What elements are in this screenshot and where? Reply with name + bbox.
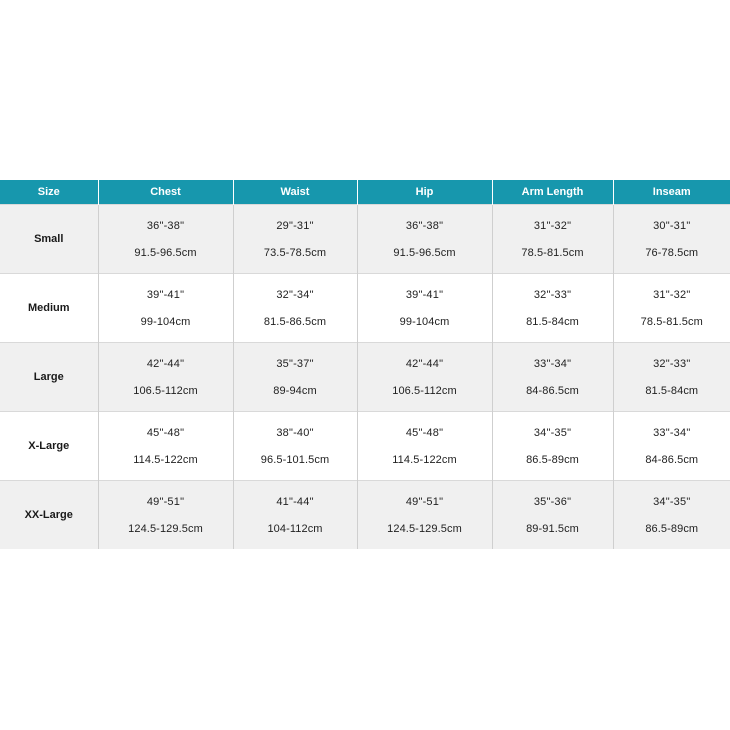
inseam-cell: [613, 343, 730, 412]
chest-cell: [98, 481, 233, 550]
hip-inches: 39"-41": [405, 288, 444, 301]
size-cell: [0, 205, 98, 274]
waist-cm: 96.5-101.5cm: [260, 453, 330, 466]
waist-cell: [233, 481, 357, 550]
arm-length-cell: [492, 205, 613, 274]
waist-inches: 38"-40": [276, 426, 314, 439]
hip-cell: [357, 274, 492, 343]
hip-inches: 42"-44": [405, 357, 444, 370]
arm-length-cell: [492, 274, 613, 343]
arm-length-cm: 86.5-89cm: [526, 453, 579, 466]
chest-cm: 114.5-122cm: [133, 453, 198, 466]
hip-cell: [357, 412, 492, 481]
inseam-cell: [613, 412, 730, 481]
header-hip: Hip: [357, 180, 492, 205]
chest-inches: 42"-44": [146, 357, 185, 370]
table-row: [0, 412, 730, 481]
arm-length-inches: 33"-34": [533, 357, 572, 370]
arm-length-cm: 81.5-84cm: [526, 315, 579, 328]
hip-cm: 114.5-122cm: [392, 453, 457, 466]
table-row: [0, 343, 730, 412]
inseam-inches: 31"-32": [653, 288, 691, 301]
table-row: [0, 481, 730, 550]
header-row: [0, 180, 730, 205]
waist-cm: 81.5-86.5cm: [263, 315, 327, 328]
waist-inches: 29"-31": [276, 219, 314, 232]
waist-inches: 41"-44": [276, 495, 314, 508]
header-chest: Chest: [98, 180, 233, 205]
hip-cm: 91.5-96.5cm: [393, 246, 456, 259]
header-size: Size: [0, 180, 98, 205]
waist-inches: 35"-37": [276, 357, 314, 370]
chest-cm: 91.5-96.5cm: [134, 246, 197, 259]
chest-cm: 99-104cm: [140, 315, 191, 328]
hip-cell: [357, 205, 492, 274]
hip-cm: 124.5-129.5cm: [387, 522, 462, 535]
chest-inches: 45"-48": [146, 426, 185, 439]
waist-inches: 32"-34": [276, 288, 314, 301]
inseam-inches: 32"-33": [653, 357, 691, 370]
chest-cm: 124.5-129.5cm: [128, 522, 203, 535]
arm-length-cm: 78.5-81.5cm: [521, 246, 584, 259]
chest-cell: [98, 343, 233, 412]
hip-cell: [357, 481, 492, 550]
inseam-cm: 78.5-81.5cm: [640, 315, 703, 328]
chest-cell: [98, 274, 233, 343]
hip-inches: 45"-48": [405, 426, 444, 439]
size-cell: [0, 274, 98, 343]
table-row: [0, 205, 730, 274]
inseam-inches: 30"-31": [653, 219, 691, 232]
size-chart-table: [0, 180, 730, 549]
size-label: Large: [33, 371, 64, 383]
header-inseam: Inseam: [613, 180, 730, 205]
hip-inches: 49"-51": [405, 495, 444, 508]
table-row: [0, 274, 730, 343]
arm-length-cell: [492, 343, 613, 412]
arm-length-cell: [492, 412, 613, 481]
chest-cell: [98, 205, 233, 274]
chest-inches: 49"-51": [146, 495, 185, 508]
arm-length-inches: 34"-35": [533, 426, 572, 439]
chest-cell: [98, 412, 233, 481]
chest-inches: 39"-41": [146, 288, 185, 301]
header-waist: Waist: [233, 180, 357, 205]
header-arm-length: Arm Length: [492, 180, 613, 205]
waist-cm: 104-112cm: [267, 522, 323, 535]
arm-length-inches: 32"-33": [533, 288, 572, 301]
inseam-cell: [613, 274, 730, 343]
size-label: XX-Large: [24, 509, 73, 521]
hip-cm: 106.5-112cm: [392, 384, 457, 397]
size-label: Small: [34, 233, 64, 245]
arm-length-inches: 35"-36": [533, 495, 572, 508]
inseam-cm: 76-78.5cm: [645, 246, 699, 259]
hip-cm: 99-104cm: [399, 315, 450, 328]
inseam-inches: 34"-35": [653, 495, 691, 508]
size-cell: [0, 481, 98, 550]
waist-cm: 89-94cm: [273, 384, 317, 397]
inseam-cm: 81.5-84cm: [645, 384, 699, 397]
arm-length-cell: [492, 481, 613, 550]
arm-length-cm: 89-91.5cm: [526, 522, 579, 535]
arm-length-cm: 84-86.5cm: [526, 384, 579, 397]
waist-cell: [233, 205, 357, 274]
hip-inches: 36"-38": [405, 219, 444, 232]
arm-length-inches: 31"-32": [533, 219, 572, 232]
size-cell: [0, 343, 98, 412]
hip-cell: [357, 343, 492, 412]
waist-cell: [233, 412, 357, 481]
waist-cm: 73.5-78.5cm: [263, 246, 327, 259]
inseam-inches: 33"-34": [653, 426, 691, 439]
inseam-cm: 86.5-89cm: [645, 522, 699, 535]
size-cell: [0, 412, 98, 481]
size-label: Medium: [27, 302, 70, 314]
size-label: X-Large: [28, 440, 70, 452]
waist-cell: [233, 274, 357, 343]
inseam-cell: [613, 481, 730, 550]
inseam-cell: [613, 205, 730, 274]
chest-cm: 106.5-112cm: [133, 384, 198, 397]
inseam-cm: 84-86.5cm: [645, 453, 699, 466]
chest-inches: 36"-38": [146, 219, 185, 232]
waist-cell: [233, 343, 357, 412]
